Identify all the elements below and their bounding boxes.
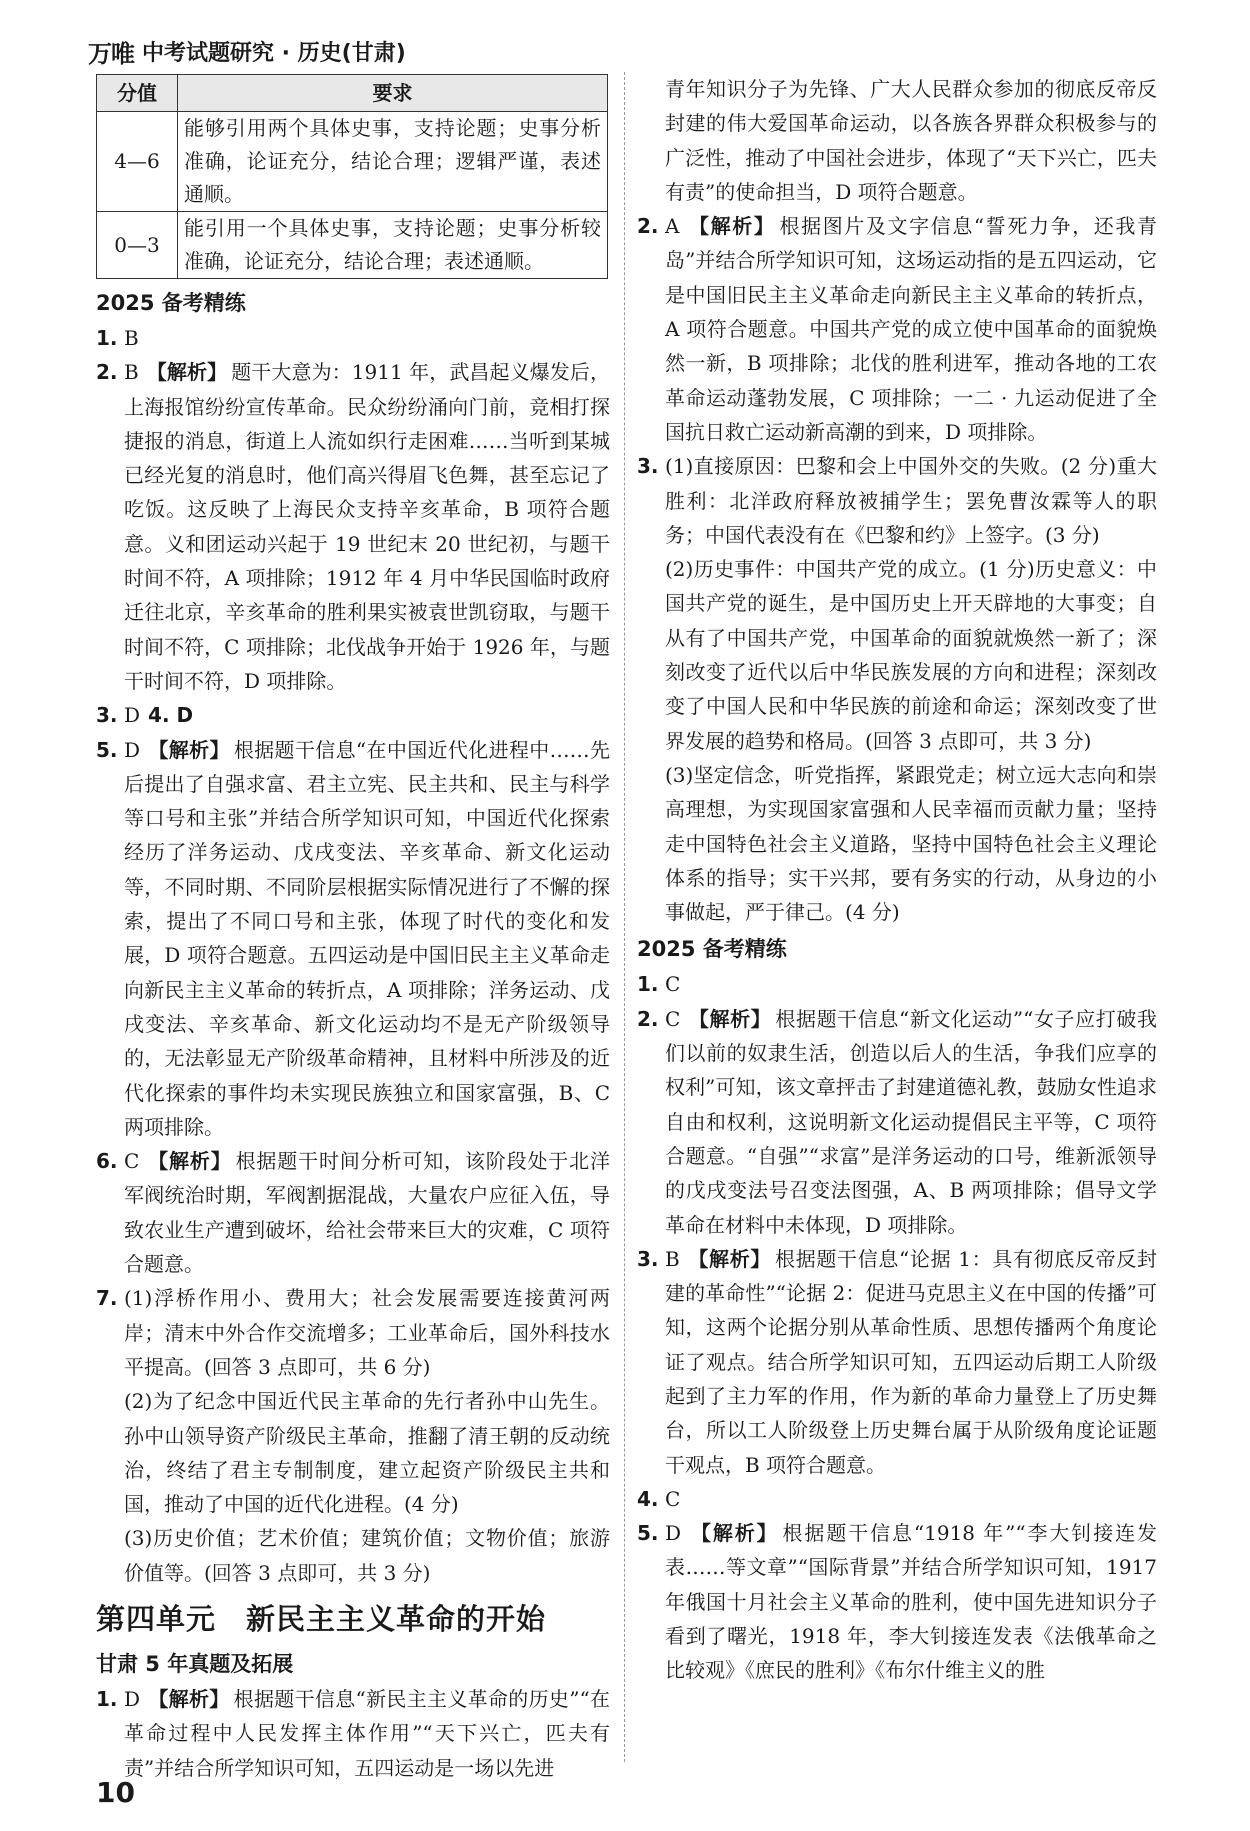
table-row xyxy=(97,112,608,212)
item-answer: B xyxy=(124,326,139,350)
item-text: 青年知识分子为先锋、广大人民群众参加的彻底反帝反封建的伟大爱国革命运动，以各族各界群众积极参与的广泛性，推动了中国社会进步，体现了“天下兴亡，匹夫有责”的使命担当，D 项符合题意。 xyxy=(665,77,1157,204)
section-title: 2025 备考精练 xyxy=(96,291,246,315)
answer-item xyxy=(96,733,610,1145)
answer-item xyxy=(96,1281,610,1590)
item-number: 1. xyxy=(96,326,118,350)
page-number: 10 xyxy=(96,1776,135,1809)
item-number: 3. xyxy=(637,454,659,479)
column-divider xyxy=(624,72,625,1762)
answer-item xyxy=(637,1516,1157,1687)
item-number: 3. xyxy=(637,1246,659,1271)
table-header-score: 分值 xyxy=(97,75,178,112)
table-cell-score: 0—3 xyxy=(97,212,178,279)
item-text: 根据题干信息“1918 年”“李大钊接连发表……等文章”“国际背景”并结合所学知识可知，1917 年俄国十月社会主义革命的胜利，使中国先进知识分子看到了曙光，1918 年，李大钊接连发表《法俄革命之比较观》《庶民的胜利》《布尔什维主义的胜 xyxy=(665,1521,1157,1683)
table-cell-requirement: 能引用一个具体史事，支持论题；史事分析较准确，论证充分，结论合理；表述通顺。 xyxy=(178,212,608,279)
answer-item xyxy=(637,1482,1157,1516)
answer-item xyxy=(96,1144,610,1281)
analysis-tag: 【解析】 xyxy=(688,1006,772,1031)
table-header-row xyxy=(97,75,608,112)
sub-answer: (1)浮桥作用小、费用大；社会发展需要连接黄河两岸；清末中外合作交流增多；工业革命后，国外科技水平提高。(回答 3 点即可，共 6 分) xyxy=(124,1286,610,1379)
item-text: 根据图片及文字信息“誓死力争，还我青岛”并结合所学知识可知，这场运动指的是五四运动，它是中国旧民主主义革命走向新民主主义革命的转折点，A 项符合题意。中国共产党的成立使中国革命的面貌焕然一新，B 项排除；北伐的胜利进军，推动各地的工农革命运动蓬勃发展，C 项排除；一二 · 九运动促进了全国抗日救亡运动新高潮的到来，D 项排除。 xyxy=(665,214,1157,444)
analysis-tag: 【解析】 xyxy=(687,1246,772,1271)
item-answer: C xyxy=(665,972,681,997)
answer-item xyxy=(96,355,610,698)
analysis-tag: 【解析】 xyxy=(689,1521,779,1546)
answer-item xyxy=(637,967,1157,1001)
item-number: 1. xyxy=(637,972,659,997)
brand-logo: 万唯 xyxy=(88,39,134,68)
item-number: 6. xyxy=(96,1149,118,1174)
table-cell-score: 4—6 xyxy=(97,112,178,212)
sub-answer: (3)坚定信念，听党指挥，紧跟党走；树立远大志向和崇高理想，为实现国家富强和人民幸福而贡献力量；坚持走中国特色社会主义道路，坚持中国特色社会主义理论体系的指导；实干兴邦，要有务实的行动，从身边的小事做起，严于律己。(4 分) xyxy=(665,762,1157,925)
item-text: 根据题干信息“在中国近代化进程中……先后提出了自强求富、君主立宪、民主共和、民主与科学等口号和主张”并结合所学知识可知，中国近代化探索经历了洋务运动、戊戌变法、辛亥革命、新文化运动等，不同时期、不同阶层根据实际情况进行了不懈的探索，提出了不同口号和主张，体现了时代的变化和发展，D 项符合题意。五四运动是中国旧民主主义革命走向新民主主义革命的转折点，A 项排除；洋务运动、戊戌变法、辛亥革命、新文化运动均不是无产阶级领导的，无法彰显无产阶级革命精神，且材料中所涉及的近代化探索的事件均未实现民族独立和国家富强，B、C 两项排除。 xyxy=(124,737,611,1139)
score-table xyxy=(96,74,608,279)
item-answer: D xyxy=(665,1521,682,1546)
unit-title: 新民主主义革命的开始 xyxy=(246,1601,547,1636)
item-text: 题干大意为：1911 年，武昌起义爆发后，上海报馆纷纷宣传革命。民众纷纷涌向门前，竞相打探捷报的消息，街道上人流如织行走困难……当听到某城已经光复的消息时，他们高兴得眉飞色舞，甚至忘记了吃饭。这反映了上海民众支持辛亥革命，B 项符合题意。义和团运动兴起于 19 世纪末 20 世纪初，与题干时间不符，A 项排除；1912 年 4 月中华民国临时政府迁往北京，辛亥革命的胜利果实被袁世凯窃取，与题干时间不符，C 项排除；北伐战争开始于 1926 年，与题干时间不符，D 项排除。 xyxy=(124,360,610,693)
item-text: 根据题干信息“论据 1：具有彻底反帝反封建的革命性”“论据 2：促进马克思主义在中国的传播”可知，这两个论据分别从革命性质、思想传播两个角度论证了观点。结合所学知识可知，五四运动后期工人阶级起到了主力军的作用，作为新的革命力量登上了历史舞台，所以工人阶级登上历史舞台属于从阶级角度论证题干观点，B 项符合题意。 xyxy=(665,1246,1158,1477)
item-number: 4. xyxy=(637,1486,659,1511)
item-answer: C xyxy=(665,1006,681,1031)
table-header-requirement: 要求 xyxy=(178,75,608,112)
unit-number: 第四单元 xyxy=(96,1601,217,1636)
item-answer: B xyxy=(665,1246,680,1271)
unit-heading xyxy=(96,1594,610,1644)
answer-item xyxy=(637,1002,1157,1242)
item-number: 5. xyxy=(96,737,118,762)
item-answer: D xyxy=(124,737,141,762)
item-answer: C xyxy=(124,1149,140,1174)
page-header xyxy=(88,34,648,68)
item-answer: B xyxy=(124,360,139,385)
item-answer: A xyxy=(665,214,680,239)
analysis-tag: 【解析】 xyxy=(146,360,228,385)
item-number: 7. xyxy=(96,1286,118,1311)
item-number: 2. xyxy=(637,214,659,239)
answer-item xyxy=(637,1242,1157,1482)
item-text: 根据题干信息“新文化运动”“女子应打破我们以前的奴隶生活，创造以后人的生活，争我们应享的权利”可知，该文章抨击了封建道德礼教，鼓励女性追求自由和权利，这说明新文化运动提倡民主平等，C 项符合题意。“自强”“求富”是洋务运动的口号，维新派领导的戊戌变法号召变法图强，A、B 两项排除；倡导文学革命在材料中未体现，D 项排除。 xyxy=(665,1006,1157,1237)
sub-answer: (2)为了纪念中国近代民主革命的先行者孙中山先生。孙中山领导资产阶级民主革命，推翻了清王朝的反动统治，终结了君主专制制度，建立起资产阶级民主共和国，推动了中国的近代化进程。(4 分) xyxy=(124,1389,610,1517)
item-number: 5. xyxy=(637,1521,659,1546)
table-row xyxy=(97,212,608,279)
item-text: 根据题干时间分析可知，该阶段处于北洋军阀统治时期，军阀割据混战，大量农户应征入伍，导致农业生产遭到破坏，给社会带来巨大的灾难，C 项符合题意。 xyxy=(124,1149,611,1277)
answer-item xyxy=(637,449,1157,929)
left-column xyxy=(96,74,610,1785)
answer-item xyxy=(96,698,610,732)
header-title: 中考试题研究 · 历史(甘肃) xyxy=(142,40,406,66)
answer-item xyxy=(637,209,1157,449)
answer-item xyxy=(96,1682,610,1785)
answer-item xyxy=(96,321,610,355)
analysis-tag: 【解析】 xyxy=(148,1686,230,1711)
item-answer: D xyxy=(124,703,141,728)
sub-answer: (2)历史事件：中国共产党的成立。(1 分)历史意义：中国共产党的诞生，是中国历史上开天辟地的大事变；自从有了中国共产党，中国革命的面貌就焕然一新了；深刻改变了近代以后中华民族发展的方向和进程；深刻改变了中国人民和中华民族的前途和命运；深刻改变了世界发展的趋势和格局。(回答 3 点即可，共 3 分) xyxy=(665,557,1157,753)
item-answer: C xyxy=(665,1486,681,1511)
analysis-tag: 【解析】 xyxy=(148,737,230,762)
item-number: 1. xyxy=(96,1686,118,1711)
analysis-tag: 【解析】 xyxy=(147,1149,232,1174)
sub-answer: (1)直接原因：巴黎和会上中国外交的失败。(2 分)重大胜利：北洋政府释放被捕学生；罢免曹汝霖等人的职务；中国代表没有在《巴黎和约》上签字。(3 分) xyxy=(665,454,1157,547)
section-title: 甘肃 5 年真题及拓展 xyxy=(96,1651,294,1676)
continued-text xyxy=(637,72,1157,209)
item-text: 根据题干信息“新民主主义革命的历史”“在革命过程中人民发挥主体作用”“天下兴亡，匹夫有责”并结合所学知识可知，五四运动是一场以先进 xyxy=(124,1686,611,1780)
analysis-tag: 【解析】 xyxy=(687,214,776,239)
item-number: 2. xyxy=(96,360,118,385)
item-number: 3. xyxy=(96,703,118,728)
sub-answer: (3)历史价值；艺术价值；建筑价值；文物价值；旅游价值等。(回答 3 点即可，共 3 分) xyxy=(124,1526,610,1585)
right-column xyxy=(637,72,1157,1688)
item-number: 2. xyxy=(637,1006,659,1031)
item-extra: 4. D xyxy=(148,703,194,728)
table-cell-requirement: 能够引用两个具体史事，支持论题；史事分析准确，论证充分，结论合理；逻辑严谨，表述通顺。 xyxy=(178,112,608,212)
item-answer: D xyxy=(124,1686,141,1711)
section-title: 2025 备考精练 xyxy=(637,937,787,962)
